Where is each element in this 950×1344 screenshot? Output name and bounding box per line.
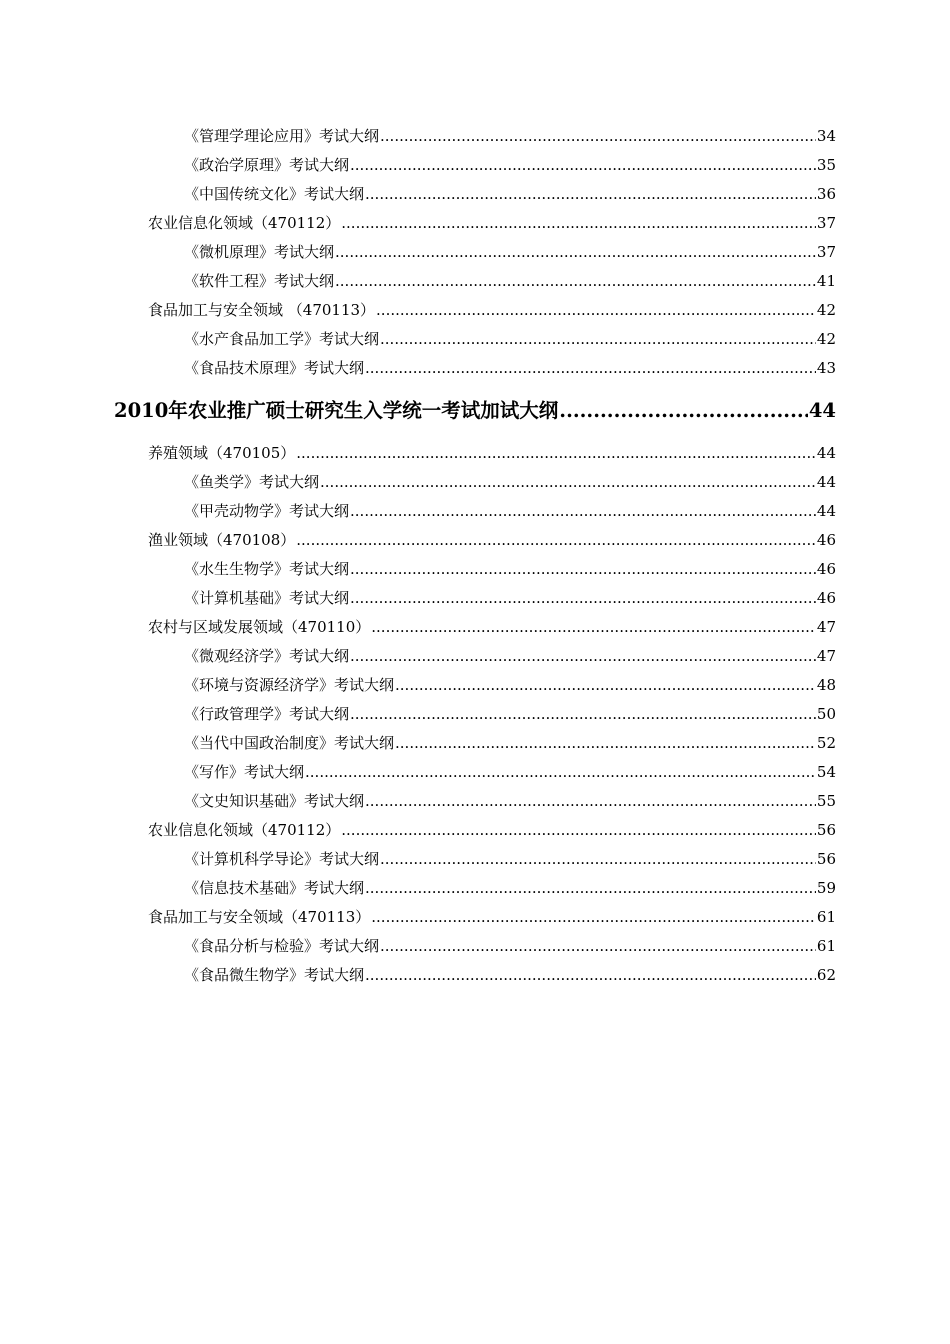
toc-entry-label: 《微观经济学》考试大纲 [184, 647, 350, 665]
toc-page-number: 54 [816, 763, 836, 781]
toc-entry-label: 《鱼类学》考试大纲 [184, 473, 320, 491]
toc-entry-label: 《环境与资源经济学》考试大纲 [184, 676, 395, 694]
toc-entry-label: 《微机原理》考试大纲 [184, 243, 335, 261]
toc-page-number: 56 [816, 821, 836, 839]
toc-dot-leader [335, 267, 816, 296]
toc-subsection-entry[interactable] [0, 874, 836, 903]
toc-entry-label: 《水生生物学》考试大纲 [184, 560, 350, 578]
toc-entry-label: 养殖领域（470105） [148, 444, 296, 462]
toc-page-number: 61 [816, 937, 836, 955]
toc-page-number: 44 [808, 399, 836, 422]
toc-section-entry[interactable] [0, 209, 836, 238]
toc-entry-label: 《食品技术原理》考试大纲 [184, 359, 365, 377]
toc-subsection-entry[interactable] [0, 354, 836, 383]
toc-page-number: 52 [816, 734, 836, 752]
toc-dot-leader [371, 613, 816, 642]
toc-section-entry[interactable] [0, 526, 836, 555]
toc-page-number: 46 [816, 531, 836, 549]
toc-subsection-entry[interactable] [0, 180, 836, 209]
toc-entry-label: 《写作》考试大纲 [184, 763, 305, 781]
toc-dot-leader [380, 122, 816, 151]
toc-subsection-entry[interactable] [0, 758, 836, 787]
toc-dot-leader [350, 555, 816, 584]
toc-dot-leader [350, 642, 816, 671]
toc-subsection-entry[interactable] [0, 497, 836, 526]
toc-subsection-entry[interactable] [0, 700, 836, 729]
toc-page-number: 44 [816, 473, 836, 491]
toc-dot-leader [395, 729, 816, 758]
toc-page-number: 46 [816, 589, 836, 607]
toc-page-number: 47 [816, 647, 836, 665]
toc-page-number: 47 [816, 618, 836, 636]
toc-dot-leader [371, 903, 816, 932]
toc-section-entry[interactable] [0, 816, 836, 845]
toc-page-number: 41 [816, 272, 836, 290]
toc-entry-label: 《食品微生物学》考试大纲 [184, 966, 365, 984]
toc-page-number: 37 [816, 243, 836, 261]
toc-entry-label: 《计算机基础》考试大纲 [184, 589, 350, 607]
table-of-contents [0, 122, 950, 990]
toc-subsection-entry[interactable] [0, 325, 836, 354]
toc-dot-leader [365, 354, 816, 383]
toc-dot-leader [296, 526, 816, 555]
toc-subsection-entry[interactable] [0, 238, 836, 267]
toc-page-number: 48 [816, 676, 836, 694]
toc-subsection-entry[interactable] [0, 729, 836, 758]
toc-section-entry[interactable] [0, 439, 836, 468]
toc-subsection-entry[interactable] [0, 961, 836, 990]
toc-dot-leader [380, 932, 816, 961]
toc-page-number: 44 [816, 502, 836, 520]
toc-dot-leader [395, 671, 816, 700]
toc-dot-leader [365, 180, 816, 209]
toc-entry-label: 《行政管理学》考试大纲 [184, 705, 350, 723]
toc-entry-label: 《当代中国政治制度》考试大纲 [184, 734, 395, 752]
toc-subsection-entry[interactable] [0, 555, 836, 584]
toc-subsection-entry[interactable] [0, 787, 836, 816]
toc-dot-leader [341, 209, 816, 238]
toc-entry-label: 《管理学理论应用》考试大纲 [184, 127, 380, 145]
toc-section-entry[interactable] [0, 613, 836, 642]
toc-page-number: 62 [816, 966, 836, 984]
toc-dot-leader [350, 700, 816, 729]
toc-entry-label: 农村与区域发展领域（470110） [148, 618, 371, 636]
toc-page-number: 61 [816, 908, 836, 926]
toc-dot-leader [559, 383, 808, 439]
toc-subsection-entry[interactable] [0, 468, 836, 497]
toc-page-number: 59 [816, 879, 836, 897]
toc-subsection-entry[interactable] [0, 642, 836, 671]
toc-dot-leader [305, 758, 816, 787]
toc-dot-leader [365, 787, 816, 816]
toc-entry-label: 《中国传统文化》考试大纲 [184, 185, 365, 203]
toc-dot-leader [380, 845, 816, 874]
toc-entry-label: 农业信息化领域（470112） [148, 214, 341, 232]
toc-subsection-entry[interactable] [0, 122, 836, 151]
toc-section-entry[interactable] [0, 903, 836, 932]
toc-page-number: 42 [816, 301, 836, 319]
toc-dot-leader [350, 584, 816, 613]
toc-page-number: 55 [816, 792, 836, 810]
toc-entry-label: 《水产食品加工学》考试大纲 [184, 330, 380, 348]
toc-subsection-entry[interactable] [0, 267, 836, 296]
toc-page-number: 37 [816, 214, 836, 232]
toc-subsection-entry[interactable] [0, 151, 836, 180]
toc-page-number: 44 [816, 444, 836, 462]
toc-page-number: 35 [816, 156, 836, 174]
toc-entry-label: 2010年农业推广硕士研究生入学统一考试加试大纲 [114, 399, 559, 422]
toc-dot-leader [296, 439, 816, 468]
toc-dot-leader [320, 468, 816, 497]
toc-page-number: 56 [816, 850, 836, 868]
toc-subsection-entry[interactable] [0, 584, 836, 613]
toc-dot-leader [365, 961, 816, 990]
toc-heading-entry[interactable] [0, 383, 836, 439]
toc-dot-leader [350, 151, 816, 180]
toc-dot-leader [365, 874, 816, 903]
toc-entry-label: 《文史知识基础》考试大纲 [184, 792, 365, 810]
toc-page-number: 36 [816, 185, 836, 203]
toc-dot-leader [335, 238, 816, 267]
toc-page-number: 42 [816, 330, 836, 348]
toc-subsection-entry[interactable] [0, 845, 836, 874]
toc-dot-leader [376, 296, 816, 325]
toc-entry-label: 《计算机科学导论》考试大纲 [184, 850, 380, 868]
toc-entry-label: 食品加工与安全领域（470113） [148, 908, 371, 926]
toc-page-number: 46 [816, 560, 836, 578]
toc-page-number: 43 [816, 359, 836, 377]
toc-entry-label: 《政治学原理》考试大纲 [184, 156, 350, 174]
toc-dot-leader [341, 816, 816, 845]
toc-entry-label: 农业信息化领域（470112） [148, 821, 341, 839]
toc-dot-leader [380, 325, 816, 354]
toc-page-number: 50 [816, 705, 836, 723]
toc-page-number: 34 [816, 127, 836, 145]
toc-subsection-entry[interactable] [0, 671, 836, 700]
toc-entry-label: 渔业领域（470108） [148, 531, 296, 549]
toc-entry-label: 食品加工与安全领域 （470113） [148, 301, 376, 319]
toc-dot-leader [350, 497, 816, 526]
toc-section-entry[interactable] [0, 296, 836, 325]
toc-entry-label: 《软件工程》考试大纲 [184, 272, 335, 290]
toc-entry-label: 《食品分析与检验》考试大纲 [184, 937, 380, 955]
toc-entry-label: 《信息技术基础》考试大纲 [184, 879, 365, 897]
toc-entry-label: 《甲壳动物学》考试大纲 [184, 502, 350, 520]
toc-subsection-entry[interactable] [0, 932, 836, 961]
